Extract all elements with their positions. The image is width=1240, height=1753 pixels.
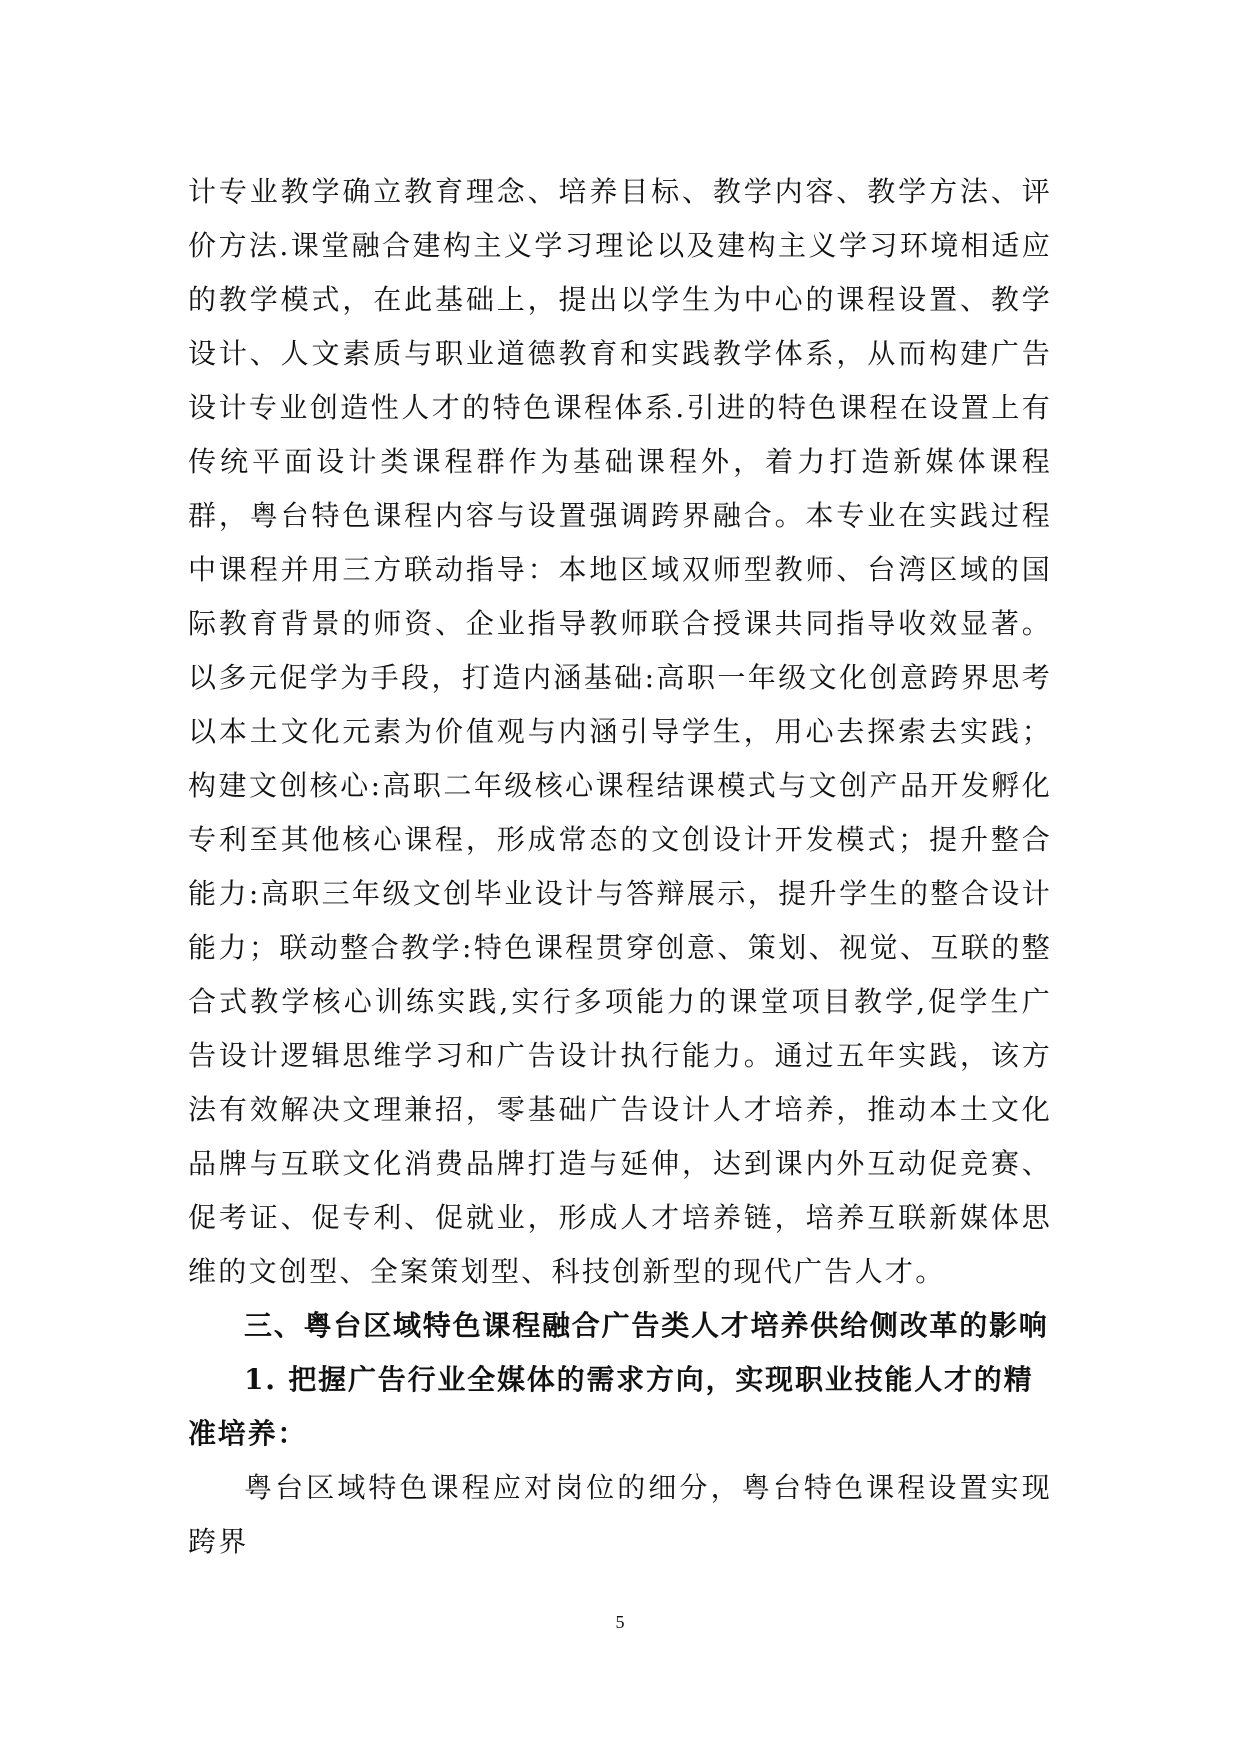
body-text: [188, 165, 1052, 1569]
subsection-heading: 1. 把握广告行业全媒体的需求方向，实现职业技能人才的精准培养：: [188, 1363, 1034, 1450]
section-heading: 三、粤台区域特色课程融合广告类人才培养供给侧改革的影响: [244, 1309, 1049, 1342]
body-paragraph: 粤台区域特色课程应对岗位的细分，粤台特色课程设置实现跨界: [188, 1471, 1052, 1558]
page-number: 5: [615, 1612, 625, 1632]
body-paragraph: 计专业教学确立教育理念、培养目标、教学内容、教学方法、评价方法.课堂融合建构主义学习理论以及建构主义学习环境相适应的教学模式，在此基础上，提出以学生为中心的课程设置、教学设计、人文素质与职业道德教育和实践教学体系，从而构建广告设计专业创造性人才的特色课程体系.引进的特色课程在设置上有传统平面设计类课程群作为基础课程外，着力打造新媒体课程群，粤台特色课程内容与设置强调跨界融合。本专业在实践过程中课程并用三方联动指导：本地区域双师型教师、台湾区域的国际教育背景的师资、企业指导教师联合授课共同指导收效显著。以多元促学为手段，打造内涵基础:高职一年级文化创意跨界思考以本土文化元素为价值观与内涵引导学生，用心去探索去实践；构建文创核心:高职二年级核心课程结课模式与文创产品开发孵化专利至其他核心课程，形成常态的文创设计开发模式；提升整合能力:高职三年级文创毕业设计与答辩展示，提升学生的整合设计能力；联动整合教学:特色课程贯穿创意、策划、视觉、互联的整合式教学核心训练实践,实行多项能力的课堂项目教学,促学生广告设计逻辑思维学习和广告设计执行能力。通过五年实践，该方法有效解决文理兼招，零基础广告设计人才培养，推动本土文化品牌与互联文化消费品牌打造与延伸，达到课内外互动促竞赛、促考证、促专利、促就业，形成人才培养链，培养互联新媒体思维的文创型、全案策划型、科技创新型的现代广告人才。: [188, 175, 1052, 1288]
